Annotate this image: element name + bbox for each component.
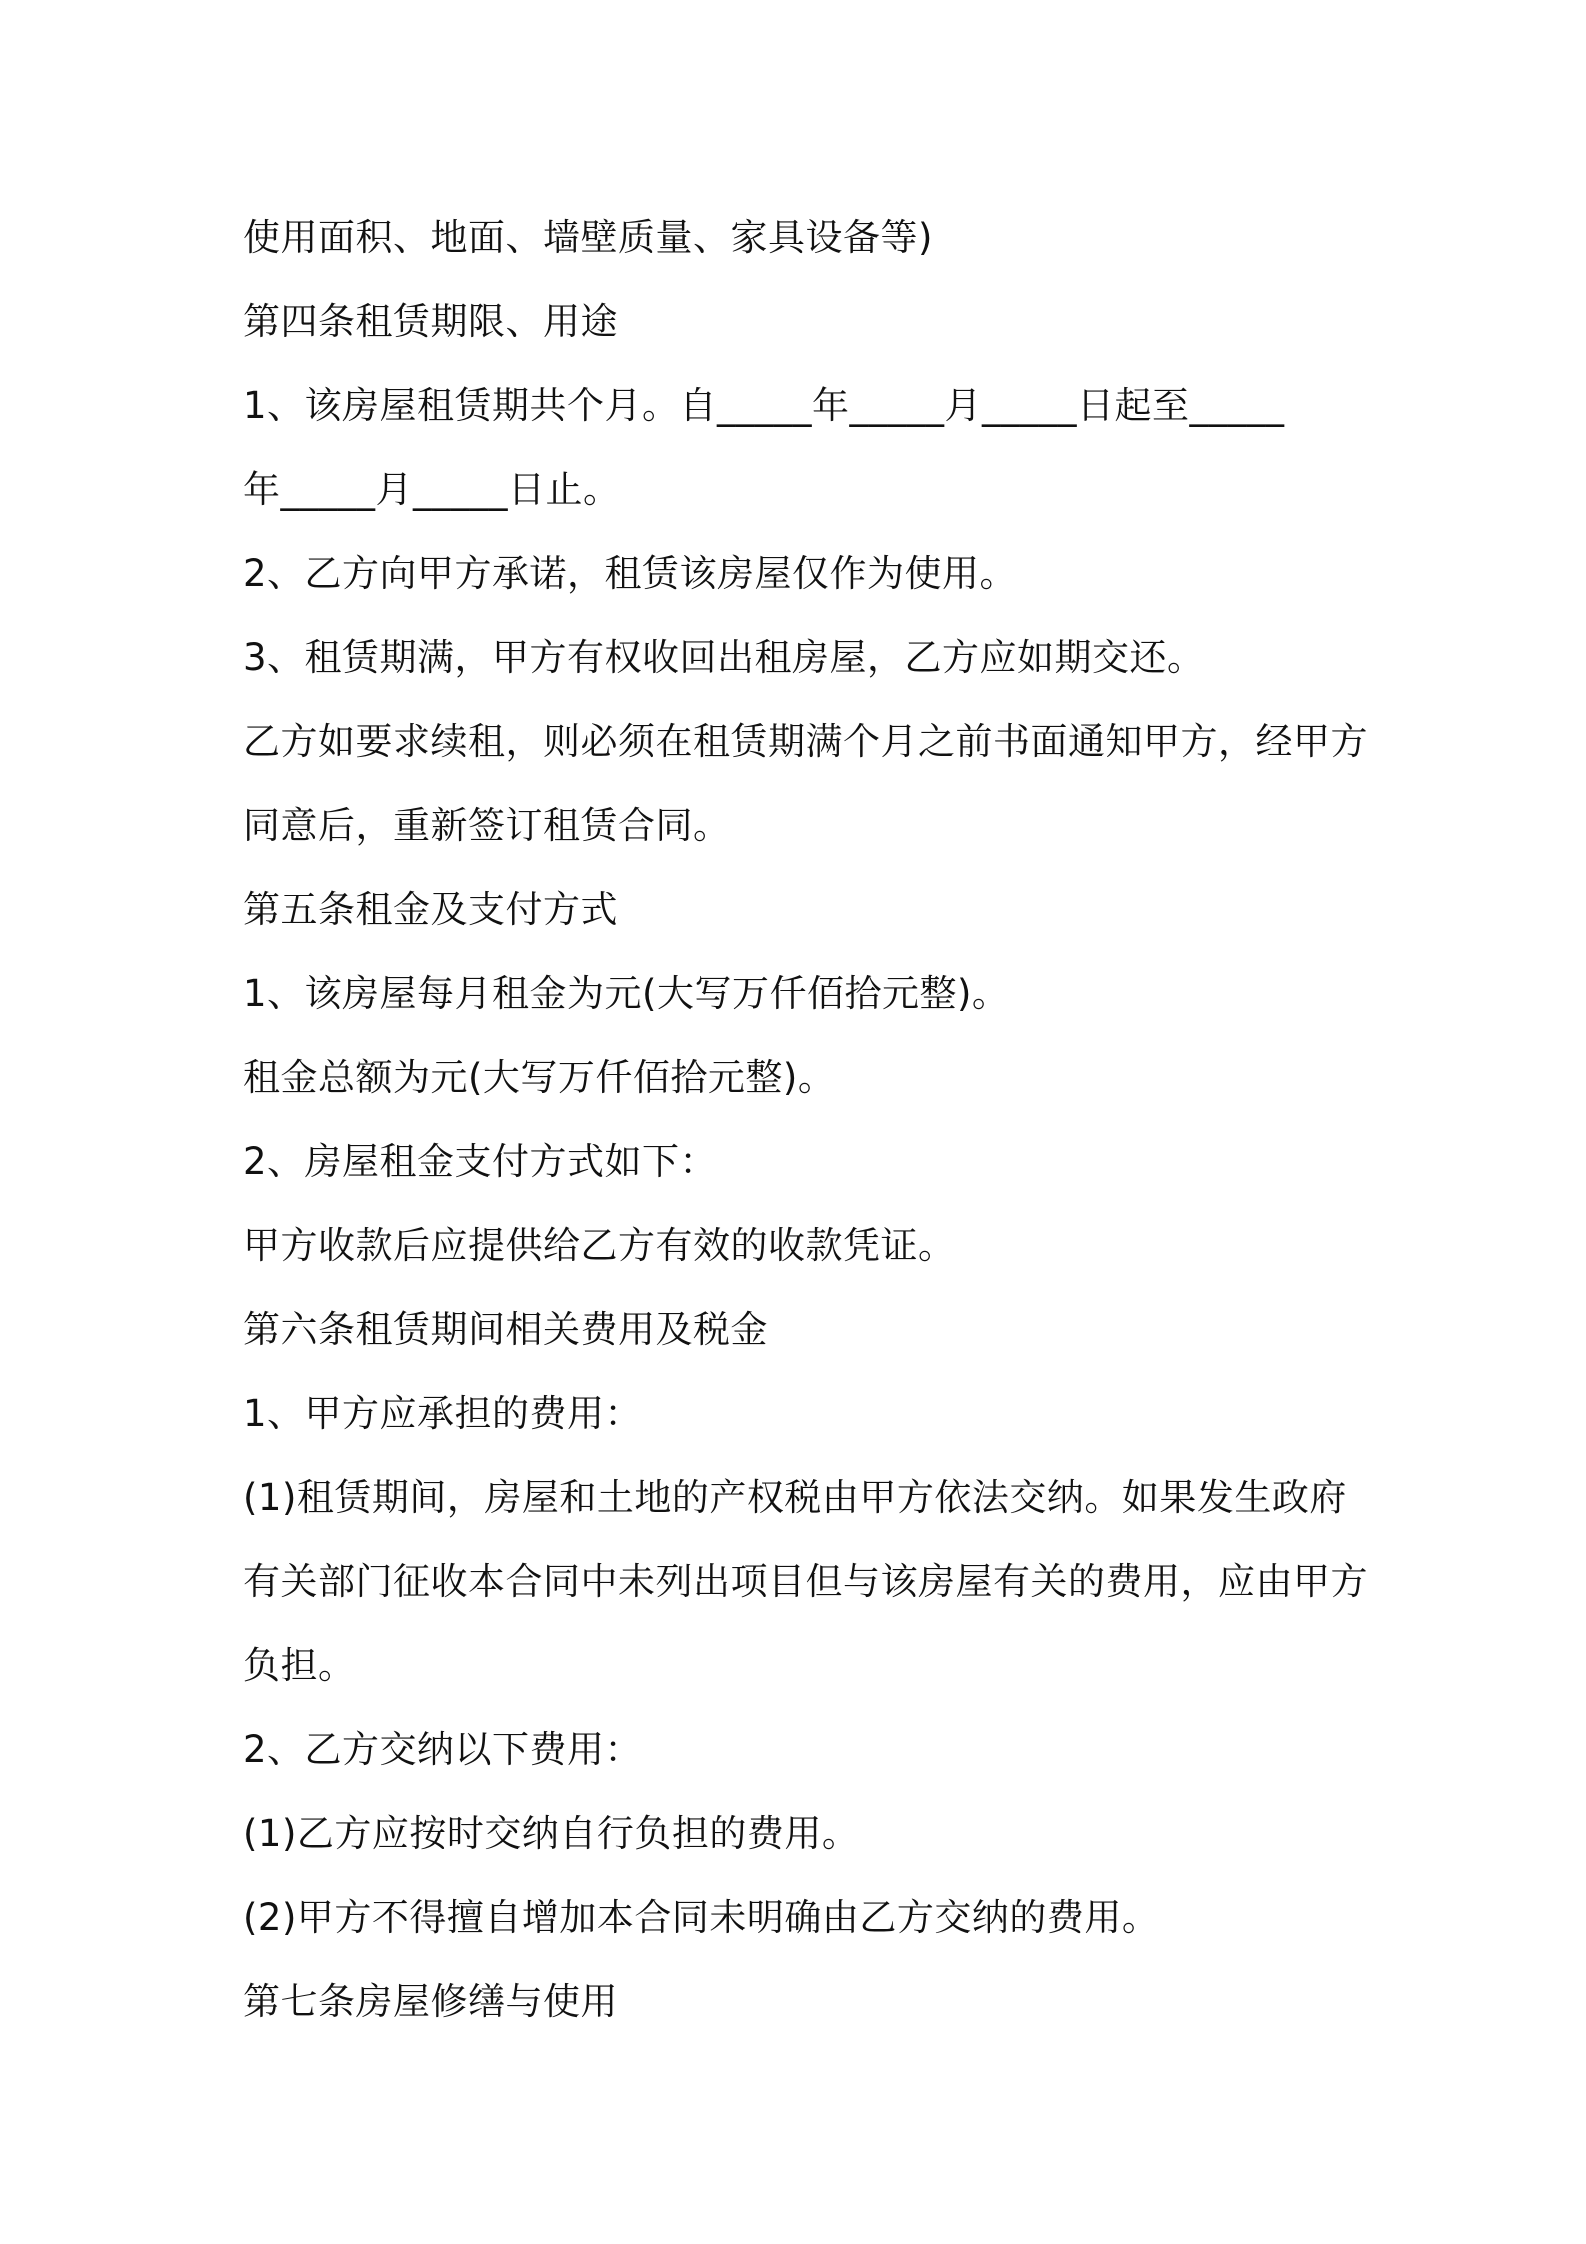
article-4-item-1: 1、该房屋租赁期共个月。自_____年_____月_____日起至_____ bbox=[243, 384, 1285, 427]
article-7-heading: 第七条房屋修缮与使用 bbox=[243, 1980, 618, 2023]
article-5-heading: 第五条租金及支付方式 bbox=[243, 888, 618, 931]
article-6-heading: 第六条租赁期间相关费用及税金 bbox=[243, 1308, 768, 1351]
article-4-heading: 第四条租赁期限、用途 bbox=[243, 300, 618, 343]
rent-total-line: 租金总额为元(大写万仟佰拾元整)。 bbox=[243, 1056, 836, 1099]
article-6-item-1-sub-1-cont: 有关部门征收本合同中未列出项目但与该房屋有关的费用，应由甲方 bbox=[243, 1560, 1368, 1603]
article-5-item-1: 1、该房屋每月租金为元(大写万仟佰拾元整)。 bbox=[243, 972, 1010, 1015]
article-6-item-2-sub-2: (2)甲方不得擅自增加本合同未明确由乙方交纳的费用。 bbox=[243, 1896, 1160, 1939]
renewal-paragraph-cont: 同意后，重新签订租赁合同。 bbox=[243, 804, 731, 847]
renewal-paragraph: 乙方如要求续租，则必须在租赁期满个月之前书面通知甲方，经甲方 bbox=[243, 720, 1368, 763]
article-6-item-1: 1、甲方应承担的费用： bbox=[243, 1392, 643, 1435]
receipt-line: 甲方收款后应提供给乙方有效的收款凭证。 bbox=[243, 1224, 956, 1267]
continued-clause-line: 使用面积、地面、墙壁质量、家具设备等) bbox=[243, 216, 933, 259]
article-5-item-2: 2、房屋租金支付方式如下： bbox=[243, 1140, 718, 1183]
article-6-item-1-sub-1: (1)租赁期间，房屋和土地的产权税由甲方依法交纳。如果发生政府 bbox=[243, 1476, 1347, 1519]
article-4-item-1-cont: 年_____月_____日止。 bbox=[243, 468, 621, 511]
contract-text bbox=[243, 196, 1368, 2044]
article-6-item-1-sub-1-end: 负担。 bbox=[243, 1644, 356, 1687]
article-4-item-2: 2、乙方向甲方承诺，租赁该房屋仅作为使用。 bbox=[243, 552, 1018, 595]
article-6-item-2: 2、乙方交纳以下费用： bbox=[243, 1728, 643, 1771]
article-6-item-2-sub-1: (1)乙方应按时交纳自行负担的费用。 bbox=[243, 1812, 860, 1855]
article-4-item-3: 3、租赁期满，甲方有权收回出租房屋，乙方应如期交还。 bbox=[243, 636, 1205, 679]
